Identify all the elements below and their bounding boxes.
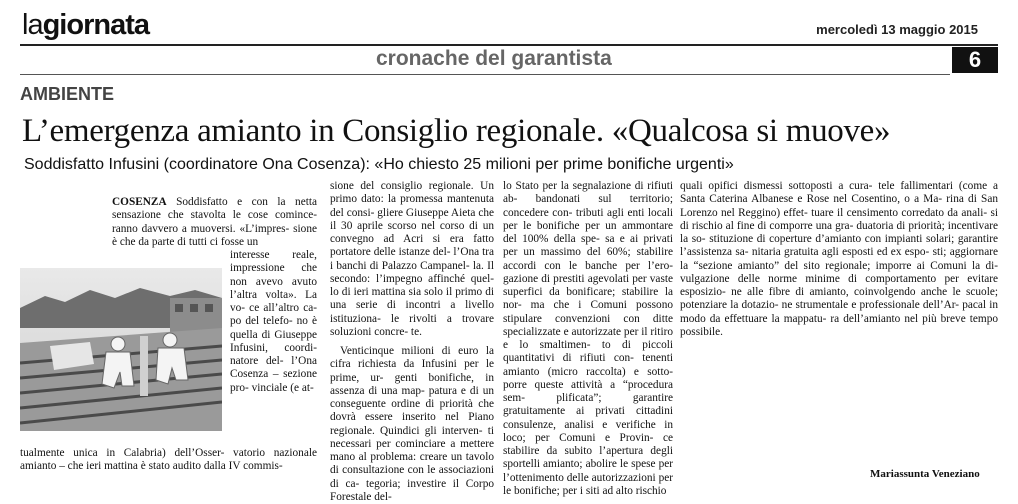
photo-pole	[140, 336, 148, 396]
article-paragraph: sione del consiglio regionale. Un primo dato: la promessa mantenuta del consi- gliere Giuseppe Aieta che il 30 aprile scorso nel corso di un convegno ad Acri si era fatto portatore delle istanze del- l’Ona tra i banchi di Palazzo Campanel- la. Il secondo: l’impegno affinché quel- lo di ieri mattina sia solo il primo di una serie di incontri a livello istituziona- le rivolti a trovare soluzioni concre- te.	[330, 180, 494, 338]
article-paragraph: Venticinque milioni di euro la cifra richiesta da Infusini per le prime, ur- genti bonifiche, in assenza di una map- patura e di un conseguente ordine di priorità che dovrà essere inserito nel Piano regionale. Quindici gli interven- ti necessari per cominciare a mettere mano al problema: creare un tavolo di consultazione con le associazioni di ca- tegoria; investire il Corpo Forestale del-	[330, 345, 494, 503]
article-column-1-bottom	[20, 447, 317, 474]
article-text: tualmente unica in Calabria) dell’Osser- vatorio nazionale amianto – che ieri mattina è stato audito dalla IV commis-	[20, 447, 317, 473]
article-column-1-top	[112, 196, 317, 249]
article-photo	[20, 268, 222, 431]
article-text: quali opifici dismessi sottoposti a cura- tele fallimentari (come a Santa Caterina Albanese e Rose nel Cosentino, o a Ma- rina di San Lorenzo nel Reggino) effet- tuare il censimento corredato da anali- si di rischio al fine di comporre una gra- duatoria di priorità; incentivare la so- stituzione di coperture d’amianto con impianti solari; garantire l’assistenza sa- nitaria gratuita agli esposti ed ex espo- sti; aggiornare la “sezione amianto” del sito regionale; imporre ai Comuni la di- vulgazione delle norme minime di comportamento per evitare esposizio- ne alle fibre di amianto, coinvolgendo anche le scuole; potenziare la dotazio- ne strumentale e professionale dell’Ar- pacal in modo da effettuare la mappatu- ra dell’amianto nel più breve tempo possibile.	[680, 180, 998, 338]
article-column-2	[330, 180, 494, 504]
photo-window	[205, 304, 213, 312]
headline: L’emergenza amianto in Consiglio regionale. «Qualcosa si muove»	[22, 113, 891, 149]
article-column-3	[503, 180, 673, 498]
masthead-logo	[22, 10, 149, 40]
article-column-1-wrap	[230, 249, 317, 395]
issue-date: mercoledì 13 maggio 2015	[816, 22, 978, 37]
photo-window	[190, 304, 198, 312]
masthead-rule	[20, 44, 998, 46]
masthead-name: giornata	[42, 9, 149, 41]
article-text: lo Stato per la segnalazione di rifiuti ab- bandonati sul territorio; concedere con- tributi agli enti locali per le bonifiche per un ammontare del 100% della spe- sa e ai privati per un massimo del 60%; stabilire accordi con le banche per l’ero- gazione di prestiti agevolati per vaste superfici da bonificare; stabilire la nor- ma che i Comuni possono stipulare convenzioni con ditte specializzate e autorizzate per il ritiro e lo smaltimen- to di piccoli quantitativi di rifiuti con- tenenti amianto (micro raccolta) e sotto- porre queste attività a “procedura sem- plificata”; garantire gratuitamente ai privati cittadini consulenze, analisi e verifiche in loco; per Comuni e Provin- ce stabilire da subito l’apertura degli sportelli amianto; abolire le spese per l’ottenimento delle autorizzazioni per le bonifiche; per i siti ad alto rischio	[503, 180, 673, 497]
section-rule	[20, 74, 950, 75]
byline: Mariassunta Veneziano	[870, 468, 980, 480]
article-dateline: COSENZA	[112, 196, 167, 208]
page-number: 6	[952, 47, 998, 73]
kicker: AMBIENTE	[20, 84, 114, 104]
subheadline: Soddisfatto Infusini (coordinatore Ona Cosenza): «Ho chiesto 25 milioni per prime bonifiche urgenti»	[24, 156, 734, 173]
section-title: cronache del garantista	[376, 47, 612, 70]
masthead-prefix: la	[22, 9, 43, 41]
article-text: interesse reale, impressione che non avevo avuto l’altra volta». La vo- ce all’altro ca- po del telefo- no è quella di Giuseppe Infusini, coordi- natore del- l’Ona Cosenza – sezione pro- vinciale (e at-	[230, 249, 317, 394]
article-column-4	[680, 180, 998, 339]
article-text: Soddisfatto e con la netta sensazione che stavolta le cose comince- ranno davvero a muoversi. «L’impres- sione è che da parte di tutti ci fosse un	[112, 196, 317, 248]
photo-window	[175, 304, 183, 312]
